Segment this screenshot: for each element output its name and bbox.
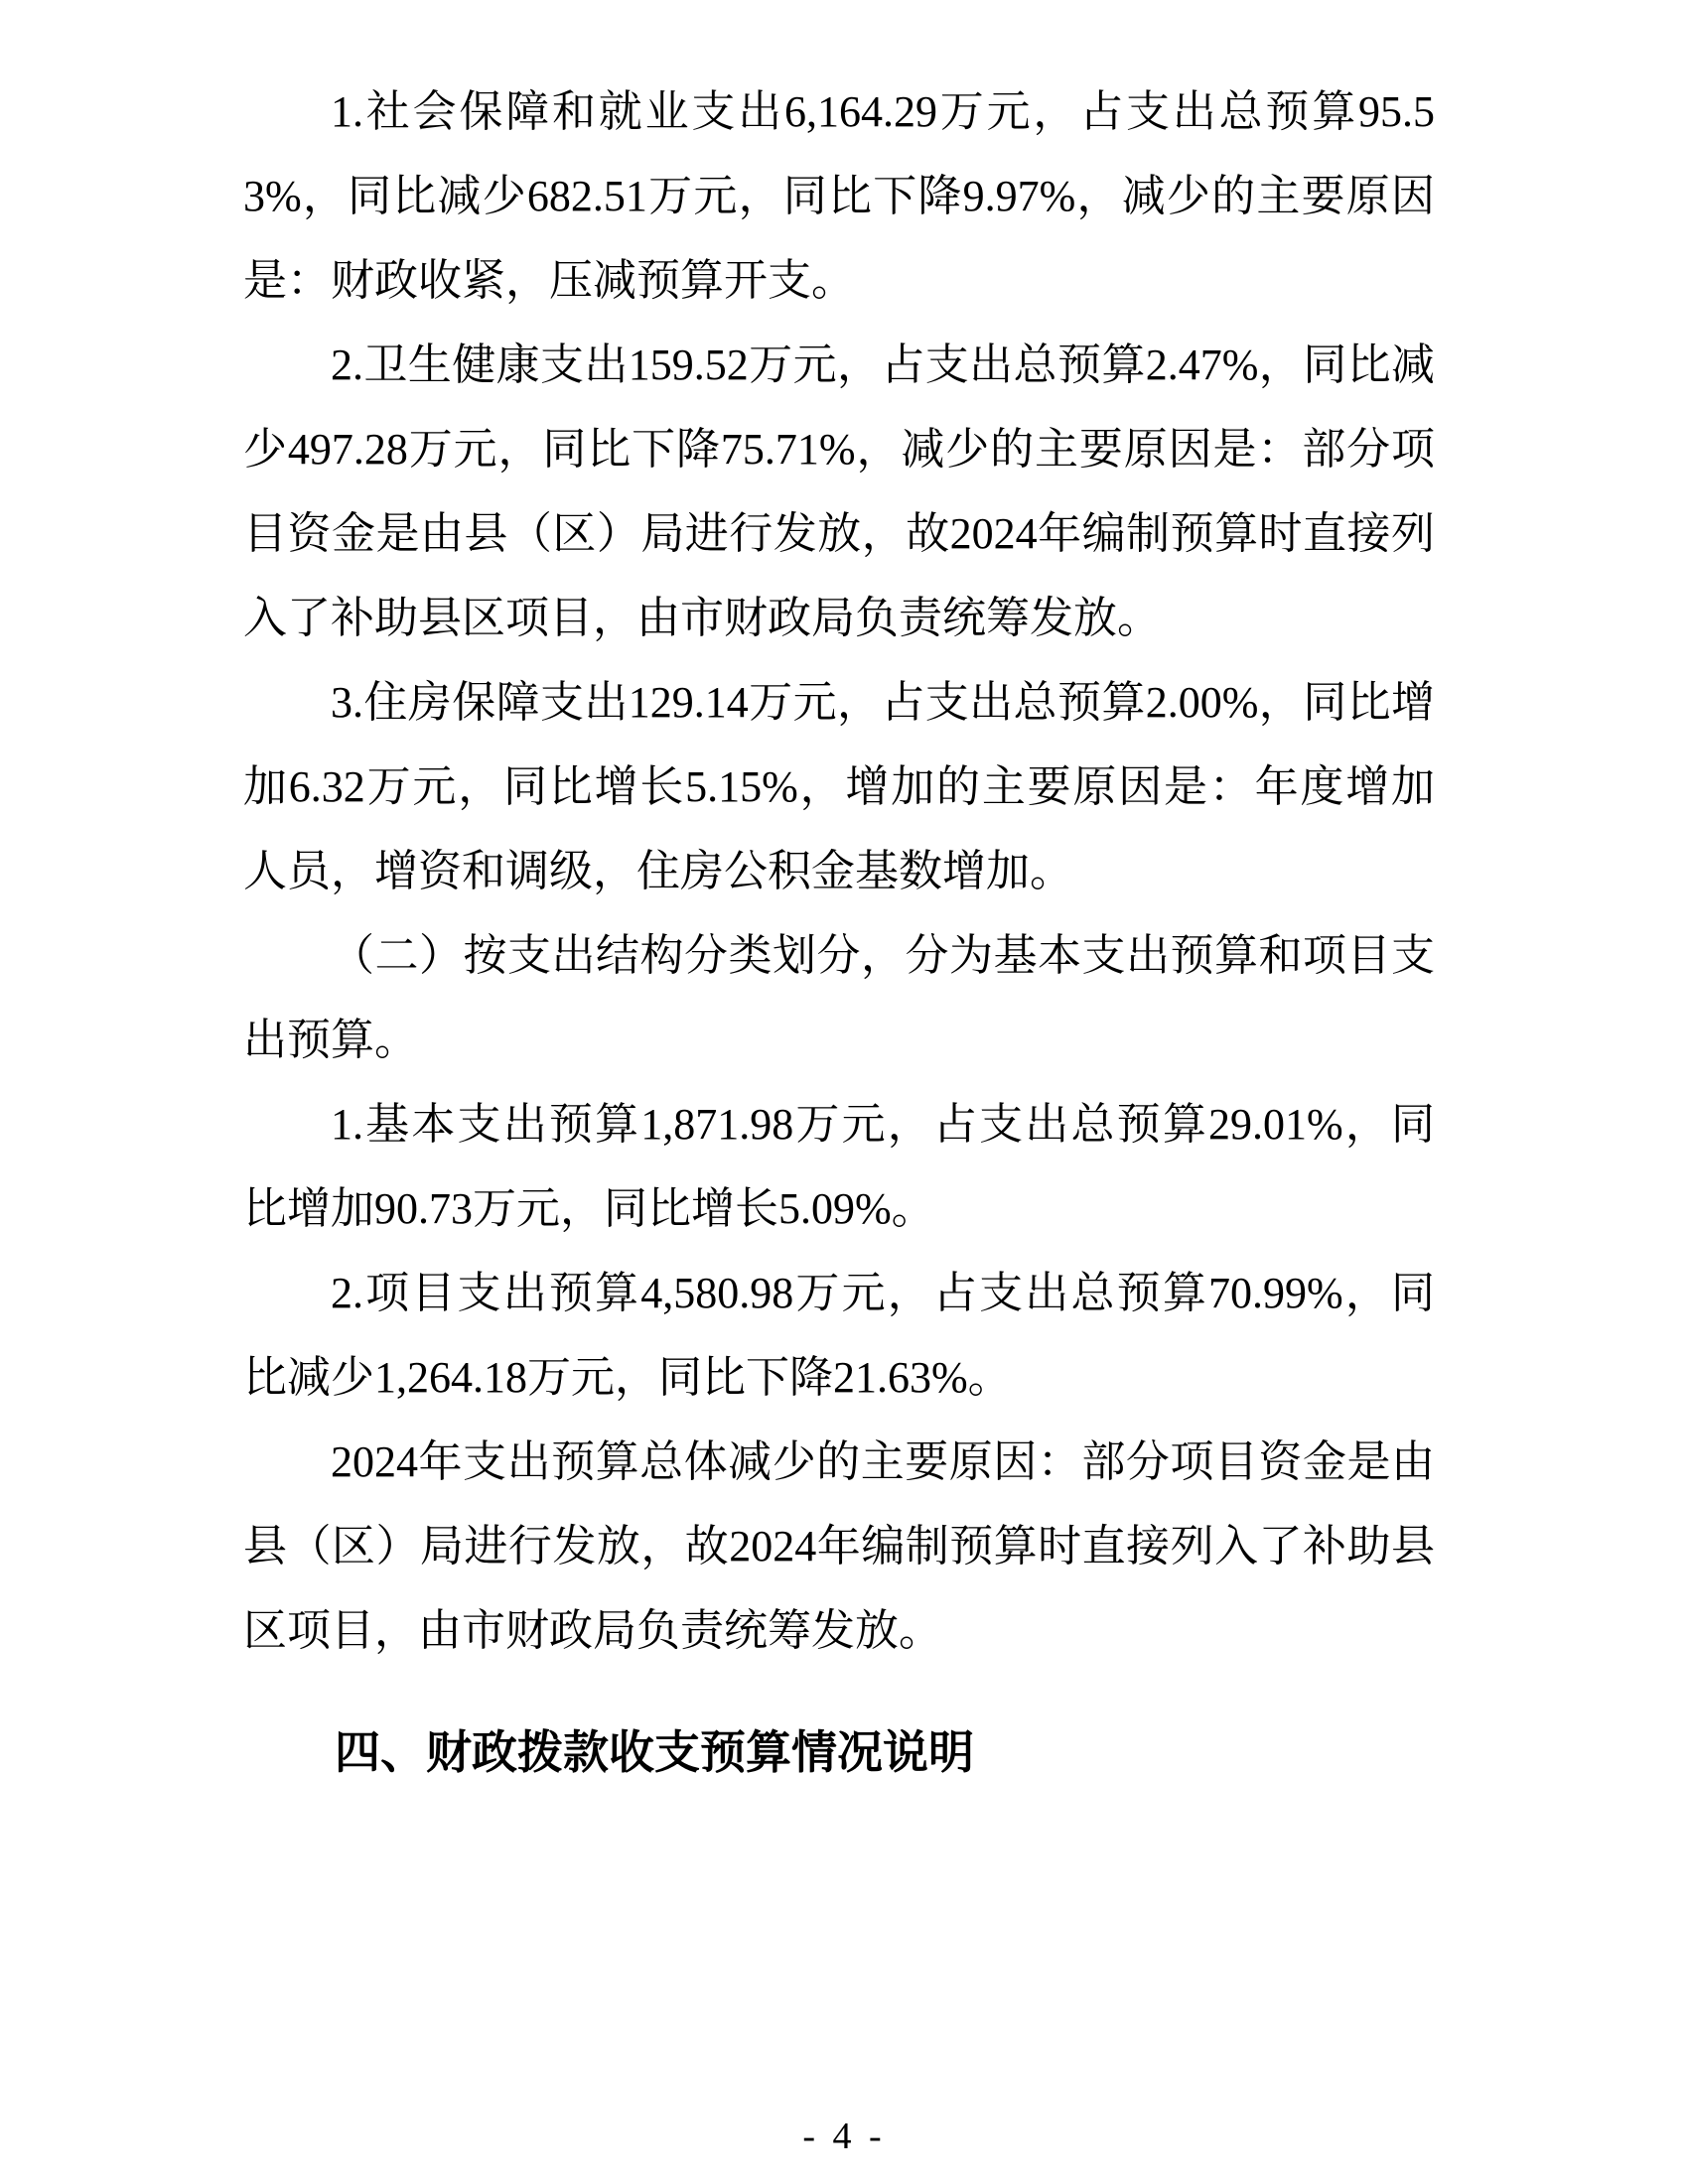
document-body (243, 69, 1435, 1795)
page-number: - 4 - (802, 2116, 886, 2157)
paragraph-basic-expenditure-budget: 1.基本支出预算1,871.98万元，占支出总预算29.01%，同比增加90.73万元，同比增长5.09%。 (243, 1100, 1435, 1233)
paragraph-expenditure-structure-intro: （二）按支出结构分类划分，分为基本支出预算和项目支出预算。 (243, 931, 1435, 1064)
paragraph-project-expenditure-budget: 2.项目支出预算4,580.98万元，占支出总预算70.99%，同比减少1,264.18万元，同比下降21.63%。 (243, 1269, 1435, 1402)
paragraph-housing-expenditure: 3.住房保障支出129.14万元，占支出总预算2.00%，同比增加6.32万元，同比增长5.15%，增加的主要原因是：年度增加人员，增资和调级，住房公积金基数增加。 (243, 678, 1435, 895)
paragraph-social-security-expenditure: 1.社会保障和就业支出6,164.29万元，占支出总预算95.53%，同比减少682.51万元，同比下降9.97%，减少的主要原因是：财政收紧，压减预算开支。 (243, 87, 1435, 305)
paragraph-overall-decrease-reason: 2024年支出预算总体减少的主要原因：部分项目资金是由县（区）局进行发放，故2024年编制预算时直接列入了补助县区项目，由市财政局负责统筹发放。 (243, 1437, 1435, 1655)
paragraph-health-expenditure: 2.卫生健康支出159.52万元，占支出总预算2.47%，同比减少497.28万元，同比下降75.71%，减少的主要原因是：部分项目资金是由县（区）局进行发放，故2024年编制预算时直接列入了补助县区项目，由市财政局负责统筹发放。 (243, 341, 1435, 642)
section-heading-fiscal-appropriation: 四、财政拨款收支预算情况说明 (335, 1726, 974, 1778)
